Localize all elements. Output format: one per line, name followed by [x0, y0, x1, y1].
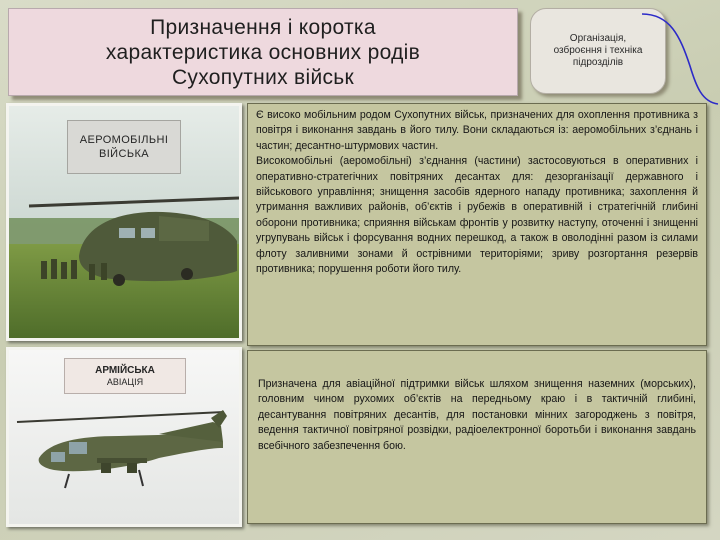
slide-title: Призначення і коротка характеристика основних родів Сухопутних військ — [105, 15, 421, 89]
airmobile-description — [247, 103, 707, 346]
army-aviation-description — [247, 350, 707, 524]
title-box — [8, 8, 518, 96]
army-aviation-photo — [6, 347, 242, 527]
paragraph: Є високо мобільним родом Сухопутних військ, призначених для охоплення противника з повітря і виконання завдань в його тилу. Вони складаються із: аеромобільних з’єднань і частин; десантно-штурмових частин. — [256, 109, 698, 152]
bell-curve-decoration — [640, 6, 720, 106]
topic-tag-text: Організація, озброєння і техніка підрозділів — [553, 33, 643, 68]
paragraph: Призначена для авіаційної підтримки військ шляхом знищення наземних (морських), головним чином рухомих об’єктів на передньому краю і в тактичній глибині, десантування повітряних десантів, для постановки мінних загороджень з повітря, ведення тактичної повітряної розвідки, радіоелектронної боротьби і виконання завдань всебічного забезпечення бою. — [258, 378, 696, 452]
airmobile-label-line: ВІЙСЬКА — [98, 148, 149, 160]
airmobile-label — [67, 120, 181, 174]
army-aviation-label — [64, 358, 186, 394]
airmobile-label-line: АЕРОМОБІЛЬНІ — [79, 134, 169, 146]
army-aviation-label-line: АРМІЙСЬКА — [95, 364, 155, 376]
army-aviation-label-line: АВІАЦІЯ — [106, 376, 144, 387]
airmobile-photo — [6, 103, 242, 341]
paragraph: Високомобільні (аеромобільні) з’єднання (частини) застосовуються в оперативних і оперативно-стратегічних повітряних десантах для: дезорганізації державного і військового управління; знищення засобів ядерного нападу противника; захоплення й утримання важливих районів, об’єктів і рубежів в оперативній і стратегічній глибині оборони противника; сприяння військам фронтів у розвитку наступу, оточенні і знищенні угрупувань військ і форсування водних перешкод, а також в оволодінні разом із силами флоту заливними зонами й острівними територіями; зриву розгортання резервів противника; порушення роботи його тилу. — [256, 155, 698, 276]
